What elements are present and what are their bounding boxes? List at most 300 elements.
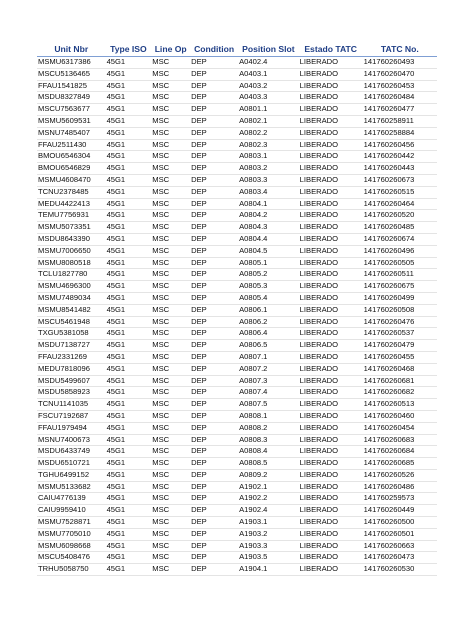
- cell-condition: DEP: [190, 363, 238, 375]
- cell-tatc-no: 141760260493: [363, 57, 437, 69]
- cell-position-slot: A0808.4: [238, 446, 299, 458]
- cell-type-iso: 45G1: [106, 387, 152, 399]
- container-table: [37, 42, 437, 576]
- cell-unit-nbr: TCNU1141035: [37, 399, 106, 411]
- cell-unit-nbr: MSDU6433749: [37, 446, 106, 458]
- cell-condition: DEP: [190, 139, 238, 151]
- cell-unit-nbr: MSMU8541482: [37, 304, 106, 316]
- cell-type-iso: 45G1: [106, 269, 152, 281]
- cell-estado-tatc: LIBERADO: [299, 517, 363, 529]
- cell-unit-nbr: MSMU5073351: [37, 222, 106, 234]
- cell-tatc-no: 141760260453: [363, 80, 437, 92]
- cell-position-slot: A0403.1: [238, 68, 299, 80]
- cell-estado-tatc: LIBERADO: [299, 328, 363, 340]
- cell-position-slot: A0805.4: [238, 292, 299, 304]
- cell-estado-tatc: LIBERADO: [299, 340, 363, 352]
- cell-unit-nbr: TEMU7756931: [37, 210, 106, 222]
- cell-estado-tatc: LIBERADO: [299, 493, 363, 505]
- cell-tatc-no: 141760260501: [363, 528, 437, 540]
- cell-unit-nbr: MSCU5461948: [37, 316, 106, 328]
- cell-position-slot: A0403.3: [238, 92, 299, 104]
- cell-tatc-no: 141760260684: [363, 446, 437, 458]
- cell-position-slot: A0402.4: [238, 57, 299, 69]
- cell-condition: DEP: [190, 375, 238, 387]
- table-row: [37, 163, 437, 175]
- cell-position-slot: A0807.4: [238, 387, 299, 399]
- cell-tatc-no: 141760260500: [363, 517, 437, 529]
- cell-estado-tatc: LIBERADO: [299, 198, 363, 210]
- cell-unit-nbr: FFAU1979494: [37, 422, 106, 434]
- cell-tatc-no: 141760258884: [363, 127, 437, 139]
- cell-estado-tatc: LIBERADO: [299, 434, 363, 446]
- cell-position-slot: A0803.4: [238, 186, 299, 198]
- cell-type-iso: 45G1: [106, 434, 152, 446]
- cell-tatc-no: 141760260496: [363, 245, 437, 257]
- cell-type-iso: 45G1: [106, 552, 152, 564]
- cell-condition: DEP: [190, 493, 238, 505]
- cell-unit-nbr: TCLU1827780: [37, 269, 106, 281]
- cell-estado-tatc: LIBERADO: [299, 564, 363, 576]
- cell-unit-nbr: MSCU5136465: [37, 68, 106, 80]
- cell-unit-nbr: MSMU7528871: [37, 517, 106, 529]
- cell-condition: DEP: [190, 552, 238, 564]
- cell-tatc-no: 141760260511: [363, 269, 437, 281]
- cell-condition: DEP: [190, 434, 238, 446]
- table-row: [37, 469, 437, 481]
- cell-condition: DEP: [190, 104, 238, 116]
- table-row: [37, 210, 437, 222]
- cell-type-iso: 45G1: [106, 316, 152, 328]
- header-condition: Condition: [190, 42, 238, 57]
- cell-line-op: MSC: [151, 245, 190, 257]
- table-row: [37, 127, 437, 139]
- cell-unit-nbr: FFAU1541825: [37, 80, 106, 92]
- table-row: [37, 281, 437, 293]
- table-header: [37, 42, 437, 57]
- cell-tatc-no: 141760260663: [363, 540, 437, 552]
- cell-position-slot: A0805.1: [238, 257, 299, 269]
- cell-type-iso: 45G1: [106, 493, 152, 505]
- cell-position-slot: A0807.5: [238, 399, 299, 411]
- cell-tatc-no: 141760260530: [363, 564, 437, 576]
- cell-estado-tatc: LIBERADO: [299, 257, 363, 269]
- cell-tatc-no: 141760260508: [363, 304, 437, 316]
- cell-line-op: MSC: [151, 387, 190, 399]
- cell-line-op: MSC: [151, 127, 190, 139]
- header-row: [37, 42, 437, 57]
- cell-position-slot: A0403.2: [238, 80, 299, 92]
- cell-condition: DEP: [190, 174, 238, 186]
- cell-unit-nbr: MSNU7400673: [37, 434, 106, 446]
- cell-condition: DEP: [190, 399, 238, 411]
- header-line-op: Line Op: [151, 42, 190, 57]
- cell-position-slot: A0804.2: [238, 210, 299, 222]
- cell-unit-nbr: MSDU5858923: [37, 387, 106, 399]
- cell-condition: DEP: [190, 505, 238, 517]
- cell-type-iso: 45G1: [106, 139, 152, 151]
- cell-tatc-no: 141760260537: [363, 328, 437, 340]
- cell-condition: DEP: [190, 528, 238, 540]
- cell-estado-tatc: LIBERADO: [299, 399, 363, 411]
- cell-condition: DEP: [190, 210, 238, 222]
- cell-tatc-no: 141760258911: [363, 115, 437, 127]
- cell-estado-tatc: LIBERADO: [299, 80, 363, 92]
- cell-type-iso: 45G1: [106, 410, 152, 422]
- cell-line-op: MSC: [151, 481, 190, 493]
- cell-position-slot: A0802.1: [238, 115, 299, 127]
- cell-line-op: MSC: [151, 517, 190, 529]
- cell-condition: DEP: [190, 316, 238, 328]
- cell-type-iso: 45G1: [106, 210, 152, 222]
- cell-estado-tatc: LIBERADO: [299, 139, 363, 151]
- cell-position-slot: A0804.3: [238, 222, 299, 234]
- cell-type-iso: 45G1: [106, 292, 152, 304]
- cell-unit-nbr: CAIU4776139: [37, 493, 106, 505]
- cell-line-op: MSC: [151, 434, 190, 446]
- cell-tatc-no: 141760260526: [363, 469, 437, 481]
- cell-type-iso: 45G1: [106, 57, 152, 69]
- cell-unit-nbr: MSMU4696300: [37, 281, 106, 293]
- cell-tatc-no: 141760260477: [363, 104, 437, 116]
- cell-unit-nbr: MSDU8327849: [37, 92, 106, 104]
- cell-tatc-no: 141760260675: [363, 281, 437, 293]
- cell-unit-nbr: MSMU7705010: [37, 528, 106, 540]
- cell-estado-tatc: LIBERADO: [299, 127, 363, 139]
- table-row: [37, 245, 437, 257]
- cell-position-slot: A0802.3: [238, 139, 299, 151]
- cell-position-slot: A0805.2: [238, 269, 299, 281]
- cell-condition: DEP: [190, 351, 238, 363]
- cell-position-slot: A0803.1: [238, 151, 299, 163]
- cell-line-op: MSC: [151, 540, 190, 552]
- table-row: [37, 269, 437, 281]
- cell-type-iso: 45G1: [106, 528, 152, 540]
- cell-line-op: MSC: [151, 80, 190, 92]
- cell-unit-nbr: MSMU7489034: [37, 292, 106, 304]
- cell-estado-tatc: LIBERADO: [299, 151, 363, 163]
- cell-unit-nbr: MSDU6510721: [37, 458, 106, 470]
- cell-line-op: MSC: [151, 198, 190, 210]
- cell-condition: DEP: [190, 163, 238, 175]
- cell-position-slot: A0807.2: [238, 363, 299, 375]
- cell-estado-tatc: LIBERADO: [299, 233, 363, 245]
- cell-type-iso: 45G1: [106, 245, 152, 257]
- cell-line-op: MSC: [151, 316, 190, 328]
- cell-type-iso: 45G1: [106, 505, 152, 517]
- cell-unit-nbr: MSMU4608470: [37, 174, 106, 186]
- cell-type-iso: 45G1: [106, 127, 152, 139]
- cell-condition: DEP: [190, 186, 238, 198]
- table-row: [37, 528, 437, 540]
- table-row: [37, 104, 437, 116]
- cell-condition: DEP: [190, 304, 238, 316]
- cell-estado-tatc: LIBERADO: [299, 292, 363, 304]
- cell-tatc-no: 141760259573: [363, 493, 437, 505]
- cell-condition: DEP: [190, 245, 238, 257]
- cell-tatc-no: 141760260513: [363, 399, 437, 411]
- table-row: [37, 446, 437, 458]
- table-row: [37, 316, 437, 328]
- cell-tatc-no: 141760260484: [363, 92, 437, 104]
- table-row: [37, 552, 437, 564]
- cell-position-slot: A1903.3: [238, 540, 299, 552]
- table-row: [37, 68, 437, 80]
- cell-line-op: MSC: [151, 174, 190, 186]
- cell-type-iso: 45G1: [106, 304, 152, 316]
- table-row: [37, 340, 437, 352]
- table-row: [37, 351, 437, 363]
- cell-condition: DEP: [190, 340, 238, 352]
- cell-position-slot: A0806.2: [238, 316, 299, 328]
- table-row: [37, 328, 437, 340]
- cell-condition: DEP: [190, 222, 238, 234]
- table-body: [37, 57, 437, 576]
- header-estado-tatc: Estado TATC: [299, 42, 363, 57]
- cell-type-iso: 45G1: [106, 340, 152, 352]
- cell-tatc-no: 141760260455: [363, 351, 437, 363]
- cell-type-iso: 45G1: [106, 92, 152, 104]
- cell-type-iso: 45G1: [106, 257, 152, 269]
- table-row: [37, 186, 437, 198]
- table-row: [37, 540, 437, 552]
- cell-unit-nbr: FFAU2331269: [37, 351, 106, 363]
- table-row: [37, 222, 437, 234]
- cell-tatc-no: 141760260476: [363, 316, 437, 328]
- cell-line-op: MSC: [151, 304, 190, 316]
- cell-type-iso: 45G1: [106, 469, 152, 481]
- cell-unit-nbr: MEDU4422413: [37, 198, 106, 210]
- cell-condition: DEP: [190, 115, 238, 127]
- cell-position-slot: A0804.4: [238, 233, 299, 245]
- cell-tatc-no: 141760260468: [363, 363, 437, 375]
- cell-estado-tatc: LIBERADO: [299, 304, 363, 316]
- cell-tatc-no: 141760260683: [363, 434, 437, 446]
- cell-condition: DEP: [190, 151, 238, 163]
- cell-condition: DEP: [190, 387, 238, 399]
- cell-line-op: MSC: [151, 458, 190, 470]
- cell-estado-tatc: LIBERADO: [299, 57, 363, 69]
- table-row: [37, 57, 437, 69]
- cell-position-slot: A0803.3: [238, 174, 299, 186]
- cell-position-slot: A0807.3: [238, 375, 299, 387]
- cell-type-iso: 45G1: [106, 564, 152, 576]
- cell-line-op: MSC: [151, 163, 190, 175]
- cell-unit-nbr: FFAU2511430: [37, 139, 106, 151]
- cell-tatc-no: 141760260442: [363, 151, 437, 163]
- cell-line-op: MSC: [151, 151, 190, 163]
- table-row: [37, 115, 437, 127]
- cell-tatc-no: 141760260470: [363, 68, 437, 80]
- cell-type-iso: 45G1: [106, 517, 152, 529]
- cell-estado-tatc: LIBERADO: [299, 316, 363, 328]
- cell-line-op: MSC: [151, 222, 190, 234]
- cell-position-slot: A1902.2: [238, 493, 299, 505]
- cell-tatc-no: 141760260499: [363, 292, 437, 304]
- cell-estado-tatc: LIBERADO: [299, 210, 363, 222]
- table-row: [37, 481, 437, 493]
- cell-position-slot: A1902.4: [238, 505, 299, 517]
- cell-type-iso: 45G1: [106, 233, 152, 245]
- cell-position-slot: A0802.2: [238, 127, 299, 139]
- cell-type-iso: 45G1: [106, 351, 152, 363]
- cell-position-slot: A0808.2: [238, 422, 299, 434]
- cell-position-slot: A0804.5: [238, 245, 299, 257]
- table-row: [37, 410, 437, 422]
- table-row: [37, 292, 437, 304]
- cell-unit-nbr: MSMU6098668: [37, 540, 106, 552]
- cell-tatc-no: 141760260674: [363, 233, 437, 245]
- cell-line-op: MSC: [151, 351, 190, 363]
- cell-type-iso: 45G1: [106, 399, 152, 411]
- cell-line-op: MSC: [151, 328, 190, 340]
- cell-estado-tatc: LIBERADO: [299, 410, 363, 422]
- cell-line-op: MSC: [151, 469, 190, 481]
- cell-position-slot: A0804.1: [238, 198, 299, 210]
- cell-line-op: MSC: [151, 528, 190, 540]
- cell-type-iso: 45G1: [106, 481, 152, 493]
- container-report-sheet: [37, 42, 437, 576]
- cell-estado-tatc: LIBERADO: [299, 363, 363, 375]
- cell-estado-tatc: LIBERADO: [299, 351, 363, 363]
- table-row: [37, 257, 437, 269]
- cell-position-slot: A0808.1: [238, 410, 299, 422]
- cell-type-iso: 45G1: [106, 163, 152, 175]
- table-row: [37, 517, 437, 529]
- cell-position-slot: A0801.1: [238, 104, 299, 116]
- cell-condition: DEP: [190, 517, 238, 529]
- cell-position-slot: A1903.2: [238, 528, 299, 540]
- cell-unit-nbr: TXGU5381058: [37, 328, 106, 340]
- cell-line-op: MSC: [151, 68, 190, 80]
- cell-tatc-no: 141760260682: [363, 387, 437, 399]
- cell-tatc-no: 141760260443: [363, 163, 437, 175]
- table-row: [37, 387, 437, 399]
- cell-position-slot: A0809.2: [238, 469, 299, 481]
- cell-unit-nbr: TGHU6499152: [37, 469, 106, 481]
- cell-condition: DEP: [190, 257, 238, 269]
- cell-type-iso: 45G1: [106, 151, 152, 163]
- cell-condition: DEP: [190, 80, 238, 92]
- cell-condition: DEP: [190, 564, 238, 576]
- header-type-iso: Type ISO: [106, 42, 152, 57]
- cell-position-slot: A0803.2: [238, 163, 299, 175]
- cell-position-slot: A1903.5: [238, 552, 299, 564]
- cell-condition: DEP: [190, 68, 238, 80]
- cell-position-slot: A0808.5: [238, 458, 299, 470]
- cell-unit-nbr: MSMU5609531: [37, 115, 106, 127]
- cell-estado-tatc: LIBERADO: [299, 387, 363, 399]
- cell-position-slot: A0806.4: [238, 328, 299, 340]
- cell-tatc-no: 141760260486: [363, 481, 437, 493]
- cell-condition: DEP: [190, 540, 238, 552]
- cell-estado-tatc: LIBERADO: [299, 281, 363, 293]
- table-row: [37, 304, 437, 316]
- cell-position-slot: A0805.3: [238, 281, 299, 293]
- cell-type-iso: 45G1: [106, 540, 152, 552]
- cell-estado-tatc: LIBERADO: [299, 104, 363, 116]
- table-row: [37, 198, 437, 210]
- cell-estado-tatc: LIBERADO: [299, 552, 363, 564]
- cell-unit-nbr: BMOU6546304: [37, 151, 106, 163]
- cell-tatc-no: 141760260685: [363, 458, 437, 470]
- cell-tatc-no: 141760260515: [363, 186, 437, 198]
- cell-unit-nbr: MSNU7485407: [37, 127, 106, 139]
- cell-tatc-no: 141760260473: [363, 552, 437, 564]
- table-row: [37, 434, 437, 446]
- cell-type-iso: 45G1: [106, 68, 152, 80]
- cell-line-op: MSC: [151, 115, 190, 127]
- cell-estado-tatc: LIBERADO: [299, 163, 363, 175]
- cell-type-iso: 45G1: [106, 186, 152, 198]
- table-row: [37, 363, 437, 375]
- cell-estado-tatc: LIBERADO: [299, 375, 363, 387]
- cell-unit-nbr: FSCU7192687: [37, 410, 106, 422]
- cell-unit-nbr: BMOU6546829: [37, 163, 106, 175]
- cell-type-iso: 45G1: [106, 458, 152, 470]
- cell-line-op: MSC: [151, 281, 190, 293]
- cell-estado-tatc: LIBERADO: [299, 469, 363, 481]
- cell-estado-tatc: LIBERADO: [299, 446, 363, 458]
- cell-line-op: MSC: [151, 57, 190, 69]
- cell-position-slot: A1902.1: [238, 481, 299, 493]
- table-row: [37, 458, 437, 470]
- cell-unit-nbr: CAIU9959410: [37, 505, 106, 517]
- header-tatc-no: TATC No.: [363, 42, 437, 57]
- cell-condition: DEP: [190, 446, 238, 458]
- cell-condition: DEP: [190, 198, 238, 210]
- table-row: [37, 233, 437, 245]
- cell-type-iso: 45G1: [106, 115, 152, 127]
- cell-estado-tatc: LIBERADO: [299, 222, 363, 234]
- cell-position-slot: A1904.1: [238, 564, 299, 576]
- table-row: [37, 139, 437, 151]
- cell-line-op: MSC: [151, 399, 190, 411]
- cell-condition: DEP: [190, 92, 238, 104]
- table-row: [37, 80, 437, 92]
- cell-line-op: MSC: [151, 186, 190, 198]
- table-row: [37, 564, 437, 576]
- cell-line-op: MSC: [151, 505, 190, 517]
- cell-position-slot: A0808.3: [238, 434, 299, 446]
- cell-line-op: MSC: [151, 493, 190, 505]
- cell-tatc-no: 141760260460: [363, 410, 437, 422]
- cell-position-slot: A1903.1: [238, 517, 299, 529]
- cell-condition: DEP: [190, 233, 238, 245]
- cell-unit-nbr: MSCU7563677: [37, 104, 106, 116]
- cell-condition: DEP: [190, 481, 238, 493]
- cell-tatc-no: 141760260520: [363, 210, 437, 222]
- header-unit-nbr: Unit Nbr: [37, 42, 106, 57]
- cell-condition: DEP: [190, 458, 238, 470]
- cell-estado-tatc: LIBERADO: [299, 68, 363, 80]
- cell-estado-tatc: LIBERADO: [299, 174, 363, 186]
- table-row: [37, 422, 437, 434]
- cell-line-op: MSC: [151, 564, 190, 576]
- cell-position-slot: A0807.1: [238, 351, 299, 363]
- cell-unit-nbr: MSMU8080518: [37, 257, 106, 269]
- cell-line-op: MSC: [151, 446, 190, 458]
- table-row: [37, 493, 437, 505]
- cell-condition: DEP: [190, 328, 238, 340]
- cell-type-iso: 45G1: [106, 375, 152, 387]
- cell-line-op: MSC: [151, 552, 190, 564]
- cell-type-iso: 45G1: [106, 328, 152, 340]
- cell-line-op: MSC: [151, 340, 190, 352]
- cell-tatc-no: 141760260456: [363, 139, 437, 151]
- cell-unit-nbr: MSMU5133682: [37, 481, 106, 493]
- cell-tatc-no: 141760260505: [363, 257, 437, 269]
- cell-condition: DEP: [190, 57, 238, 69]
